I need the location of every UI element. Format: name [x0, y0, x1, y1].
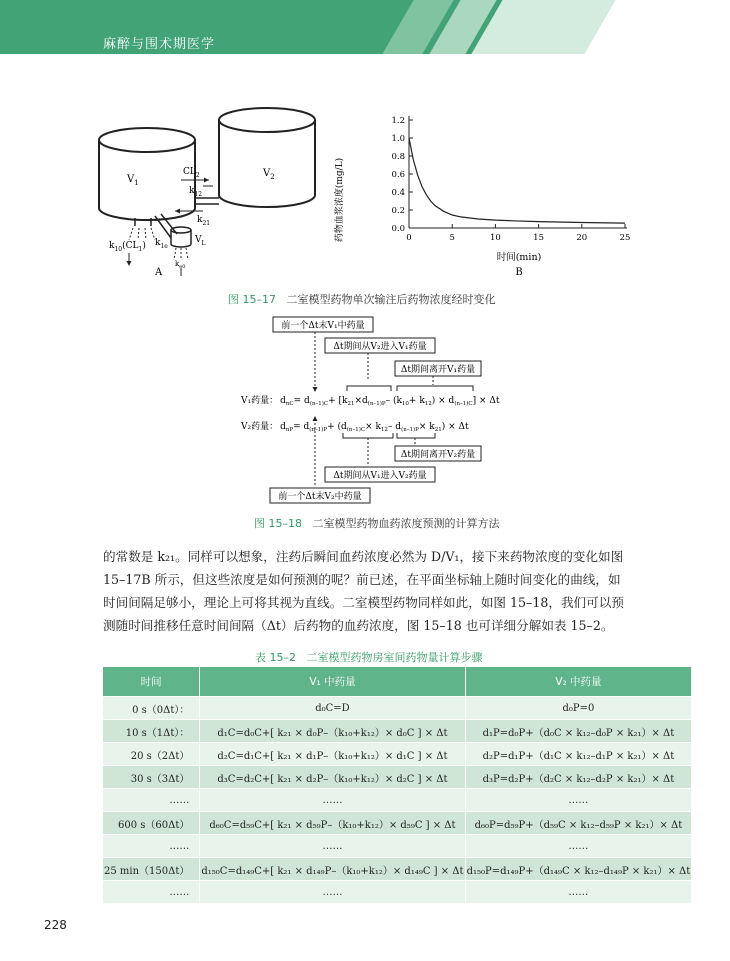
chart-xlabel: 时间(min): [496, 252, 542, 263]
box-prev-v1-label: 前一个Δt末V₁中药量: [281, 321, 365, 331]
cell-v1: d₃C=d₂C+[ k₂₁ × d₂P–（k₁₀+k₁₂）× d₂C ] × Δt: [200, 766, 465, 789]
y-tick-label: 1.2: [391, 116, 405, 126]
page-number: 228: [44, 918, 67, 932]
table-row: [103, 858, 692, 881]
table-row: [103, 881, 692, 904]
arrow-head: [127, 261, 132, 266]
bracket-k10: [397, 386, 473, 391]
table-row: [103, 743, 692, 766]
cell-v2: ……: [465, 789, 692, 812]
figure-17-caption: [228, 291, 496, 307]
arrow-head: [175, 209, 180, 214]
cell-time: 10 s（1Δt）：: [103, 720, 200, 743]
header-time: 时间: [103, 667, 200, 697]
cell-v2: d₀P=0: [465, 697, 692, 720]
two-compartment-diagram: [95, 100, 330, 280]
y-tick-label: 0.6: [391, 170, 405, 180]
body-paragraph: [103, 545, 631, 637]
header-v2: V₂ 中药量: [465, 667, 692, 697]
cl2-label: $CL_2$: [183, 167, 200, 179]
figure-18-text: 二室模型药物血药浓度预测的计算方法: [312, 517, 500, 530]
header-v1: V₁ 中药量: [200, 667, 465, 697]
table-row: [103, 697, 692, 720]
v1-equation: V₁药量： $d_{nC}= d_{(n-1)C}+ [k_{21}\times d_{(n-1)P}-$ $(k_{10}+ k_{12}) \times d_{(n-1)C}] \times \Delta t$: [241, 396, 500, 407]
ke0-label: $k_{e0}$: [175, 260, 186, 270]
arrow-head: [313, 387, 318, 392]
bracket-k12: [343, 433, 393, 438]
arrow-head: [204, 178, 209, 183]
cell-time: 20 s（2Δt）: [103, 743, 200, 766]
calculation-steps-table: [103, 667, 692, 903]
cell-v1: d₁C=d₀C+[ k₂₁ × d₀P–（k₁₀+k₁₂）× d₀C ] × Δt: [200, 720, 465, 743]
box-v1-to-v2-label: Δt期间从V₁进入V₂药量: [333, 471, 427, 481]
table-row: [103, 766, 692, 789]
v1-drip: [129, 228, 155, 240]
cell-time: ……: [103, 881, 200, 904]
concentration-time-chart: [328, 108, 638, 283]
cell-time: ……: [103, 835, 200, 858]
v2-equation: V₂药量： $d_{nP}= d_{(n-1)P}+ (d_{(n-1)C}\times k_{12}-$ $d_{(n-1)P}\times k_{21}) \times \Delta t$: [241, 422, 469, 433]
cell-v1: d₂C=d₁C+[ k₂₁ × d₁P–（k₁₀+k₁₂）× d₁C ] × Δt: [200, 743, 465, 766]
cell-v2: ……: [465, 835, 692, 858]
cell-v1: d₀C=D: [200, 697, 465, 720]
box-v2-to-v1-label: Δt期间从V₂进入V₁药量: [333, 342, 427, 352]
table-caption: [255, 649, 483, 665]
chart-label-b: B: [515, 267, 523, 278]
bracket-k21: [347, 386, 391, 391]
cell-v2: d₂P=d₁P+（d₁C × k₁₂–d₁P × k₂₁）× Δt: [465, 743, 692, 766]
v1-label: $V_1$: [127, 174, 139, 187]
x-tick-label: 15: [533, 233, 545, 243]
y-tick-label: 1.0: [391, 134, 405, 144]
cell-v1: d₆₀C=d₅₉C+[ k₂₁ × d₅₉P–（k₁₀+k₁₂）× d₅₉C ] × Δt: [200, 812, 465, 835]
table-row: [103, 835, 692, 858]
figure-17-text: 二室模型药物单次输注后药物浓度经时变化: [286, 293, 496, 306]
cell-time: ……: [103, 789, 200, 812]
table-row: [103, 812, 692, 835]
k10-label: $k_{10}(CL_1)$: [109, 241, 146, 253]
figure-18-caption: [254, 515, 500, 531]
v2-body: [219, 120, 315, 207]
y-tick-label: 0.0: [391, 224, 405, 234]
box-leave-v2-label: Δt期间离开V₂药量: [400, 450, 476, 460]
table-row: [103, 720, 692, 743]
vl-label: $V_L$: [195, 235, 206, 247]
box-prev-v2-label: 前一个Δt末V₂中药量: [278, 492, 362, 502]
cell-v1: ……: [200, 881, 465, 904]
table-title: 二室模型药物房室间药物量计算步骤: [306, 651, 483, 664]
k12-label: $k_{12}$: [189, 186, 203, 198]
cell-time: 25 min（150Δt）: [103, 858, 200, 881]
v2-top: [219, 108, 315, 132]
concentration-curve: [409, 138, 625, 223]
cell-v1: d₁₅₀C=d₁₄₉C+[ k₂₁ × d₁₄₉P–（k₁₀+k₁₂）× d₁₄₉C ] × Δt: [200, 858, 465, 881]
cell-v1: ……: [200, 789, 465, 812]
vl-drip: [174, 248, 188, 260]
cell-time: 30 s（3Δt）: [103, 766, 200, 789]
cell-time: 0 s（0Δt）：: [103, 697, 200, 720]
cell-time: 600 s（60Δt）: [103, 812, 200, 835]
x-tick-label: 10: [489, 233, 501, 243]
x-tick-label: 20: [576, 233, 588, 243]
k21-label: $k_{21}$: [197, 215, 211, 227]
k1e-label: $k_{1e}$: [155, 238, 168, 250]
label-a: A: [155, 267, 163, 278]
y-tick-label: 0.8: [391, 152, 405, 162]
cell-v2: d₁P=d₀P+（d₀C × k₁₂–d₀P × k₂₁）× Δt: [465, 720, 692, 743]
arrow-head: [313, 416, 318, 421]
x-tick-label: 0: [406, 233, 412, 243]
cell-v2: d₆₀P=d₅₉P+（d₅₉C × k₁₂–d₅₉P × k₂₁）× Δt: [465, 812, 692, 835]
cell-v2: ……: [465, 881, 692, 904]
box-leave-v1-label: Δt期间离开V₁药量: [400, 365, 476, 375]
table-row: [103, 789, 692, 812]
header-title: 麻醉与围术期医学: [103, 37, 216, 52]
paragraph-text: 的常数是 k₂₁。同样可以想象，注药后瞬间血药浓度必然为 D/V₁，接下来药物浓度的变化如图 15–17B 所示，但这些浓度是如何预测的呢？前已述，在平面坐标轴上随时间变化的曲线，如时间间隔足够小，理论上可将其视为直线。二室模型药物同样如此，如图 15–18，我们可以预测随时间推移任意时间间隔（Δt）后药物的血药浓度，图 15–18 也可详细分解如表 15–2。: [103, 549, 624, 633]
calculation-method-diagram: [235, 315, 505, 507]
bracket-k21-v2: [397, 433, 435, 438]
chart-ylabel: 药物血浆浓度(mg/L): [335, 157, 345, 243]
cell-v2: d₁₅₀P=d₁₄₉P+（d₁₄₉C × k₁₂–d₁₄₉P × k₂₁）× Δt: [465, 858, 692, 881]
cell-v1: ……: [200, 835, 465, 858]
x-tick-label: 25: [619, 233, 631, 243]
cell-v2: d₃P=d₂P+（d₂C × k₁₂–d₂P × k₂₁）× Δt: [465, 766, 692, 789]
table-header-row: [103, 667, 692, 697]
table-number: 表 15–2: [255, 651, 296, 664]
x-tick-label: 5: [449, 233, 455, 243]
figure-18-number: 图 15–18: [254, 517, 302, 530]
y-tick-label: 0.2: [391, 206, 405, 216]
page-header: [0, 0, 730, 54]
v1-top: [99, 128, 195, 152]
y-tick-label: 0.4: [391, 188, 405, 198]
v2-label: $V_2$: [263, 168, 275, 181]
figure-17-number: 图 15–17: [228, 293, 276, 306]
